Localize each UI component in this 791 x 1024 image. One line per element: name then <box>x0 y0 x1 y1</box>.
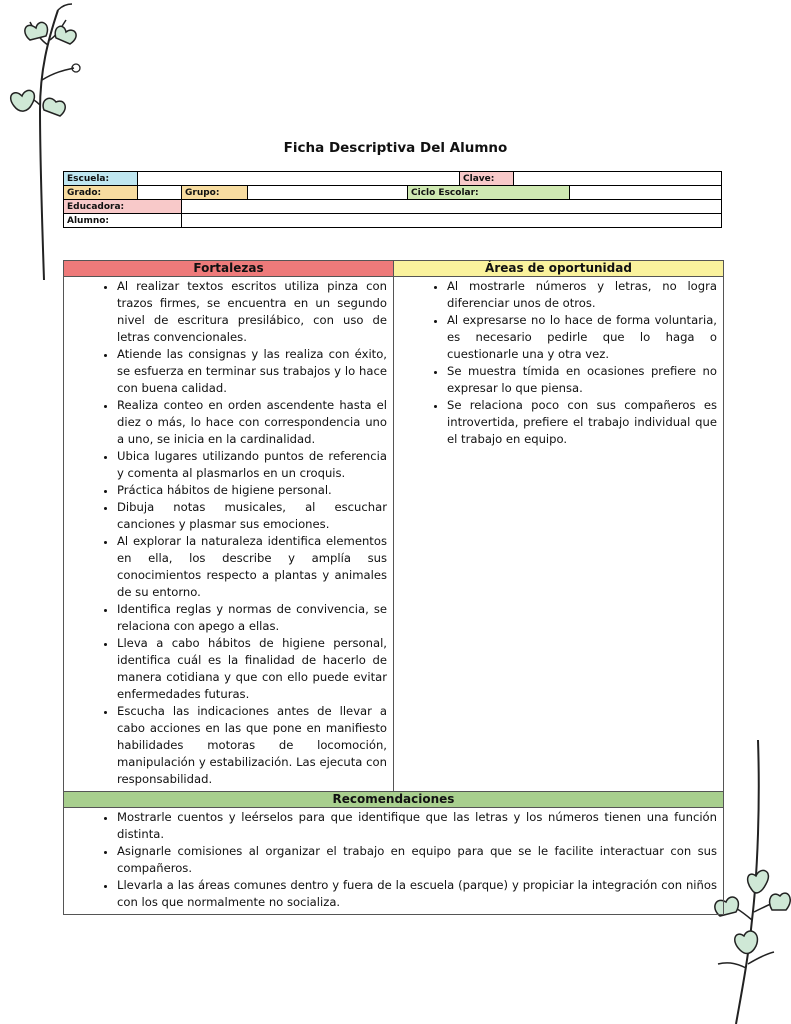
list-item: • Al expresarse no lo hace de forma voluntaria, es necesario pedirle que lo haga o cuestionarle una y otra vez. <box>447 312 717 363</box>
label-clave: Clave: <box>460 172 514 186</box>
label-alumno: Alumno: <box>64 214 182 228</box>
label-grado: Grado: <box>64 186 138 200</box>
fortalezas-list <box>65 278 392 790</box>
list-item: • Mostrarle cuentos y leérselos para que identifique que las letras y los números tienen una función distinta. <box>117 809 717 843</box>
list-item: • Asignarle comisiones al organizar el trabajo en equipo para que se le facilite interactuar con sus compañeros. <box>117 843 717 877</box>
field-alumno[interactable] <box>182 214 722 228</box>
field-escuela[interactable] <box>138 172 460 186</box>
row-alumno <box>64 214 722 228</box>
list-item: • Al explorar la naturaleza identifica elementos en ella, los describe y amplía sus conocimientos respecto a plantas y animales de su entorno. <box>117 533 387 601</box>
list-item: • Escucha las indicaciones antes de llevar a cabo acciones en las que pone en manifiesto habilidades motoras de locomoción, manipulación y estabilización. Las ejecuta con responsabilidad. <box>117 703 387 788</box>
label-ciclo: Ciclo Escolar: <box>408 186 570 200</box>
list-item: • Atiende las consignas y las realiza con éxito, se esfuerza en terminar sus trabajos y lo hace con buena calidad. <box>117 346 387 397</box>
field-grado[interactable] <box>138 186 182 200</box>
list-item: • Al realizar textos escritos utiliza pinza con trazos firmes, se encuentra en un segundo nivel de escritura presilábico, con uso de letras convencionales. <box>117 278 387 346</box>
descriptive-table <box>63 260 724 915</box>
fortalezas-header: Fortalezas <box>64 261 394 277</box>
page-title: Ficha Descriptiva Del Alumno <box>283 140 508 156</box>
row-escuela <box>64 172 722 186</box>
oportunidad-list <box>395 278 722 450</box>
oportunidad-header: Áreas de oportunidad <box>394 261 724 277</box>
field-educadora[interactable] <box>182 200 722 214</box>
field-grupo[interactable] <box>248 186 408 200</box>
recomendaciones-list <box>65 809 722 913</box>
list-item: • Práctica hábitos de higiene personal. <box>117 482 387 499</box>
label-educadora: Educadora: <box>64 200 182 214</box>
row-grado <box>64 186 722 200</box>
list-item: • Identifica reglas y normas de convivencia, se relaciona con apego a ellas. <box>117 601 387 635</box>
field-ciclo[interactable] <box>570 186 722 200</box>
list-item: • Realiza conteo en orden ascendente hasta el diez o más, lo hace con correspondencia uno a uno, se inicia en la cardinalidad. <box>117 397 387 448</box>
label-escuela: Escuela: <box>64 172 138 186</box>
fortalezas-cell <box>64 277 394 792</box>
label-grupo: Grupo: <box>182 186 248 200</box>
recomendaciones-header: Recomendaciones <box>64 792 724 808</box>
list-item: • Ubica lugares utilizando puntos de referencia y comenta al plasmarlos en un croquis. <box>117 448 387 482</box>
list-item: • Lleva a cabo hábitos de higiene personal, identifica cuál es la finalidad de hacerlo de manera cotidiana y que con ello puede evitar enfermedades futuras. <box>117 635 387 703</box>
recomendaciones-cell <box>64 808 724 915</box>
list-item: • Se muestra tímida en ocasiones prefiere no expresar lo que piensa. <box>447 363 717 397</box>
student-info-table <box>63 171 722 228</box>
list-item: • Dibuja notas musicales, al escuchar canciones y plasmar sus emociones. <box>117 499 387 533</box>
row-educadora <box>64 200 722 214</box>
list-item: • Se relaciona poco con sus compañeros es introvertida, prefiere el trabajo individual que el trabajo en equipo. <box>447 397 717 448</box>
field-clave[interactable] <box>514 172 722 186</box>
list-item: • Llevarla a las áreas comunes dentro y fuera de la escuela (parque) y propiciar la integración con niños con los que normalmente no socializa. <box>117 877 717 911</box>
list-item: • Al mostrarle números y letras, no logra diferenciar unos de otros. <box>447 278 717 312</box>
oportunidad-cell <box>394 277 724 792</box>
